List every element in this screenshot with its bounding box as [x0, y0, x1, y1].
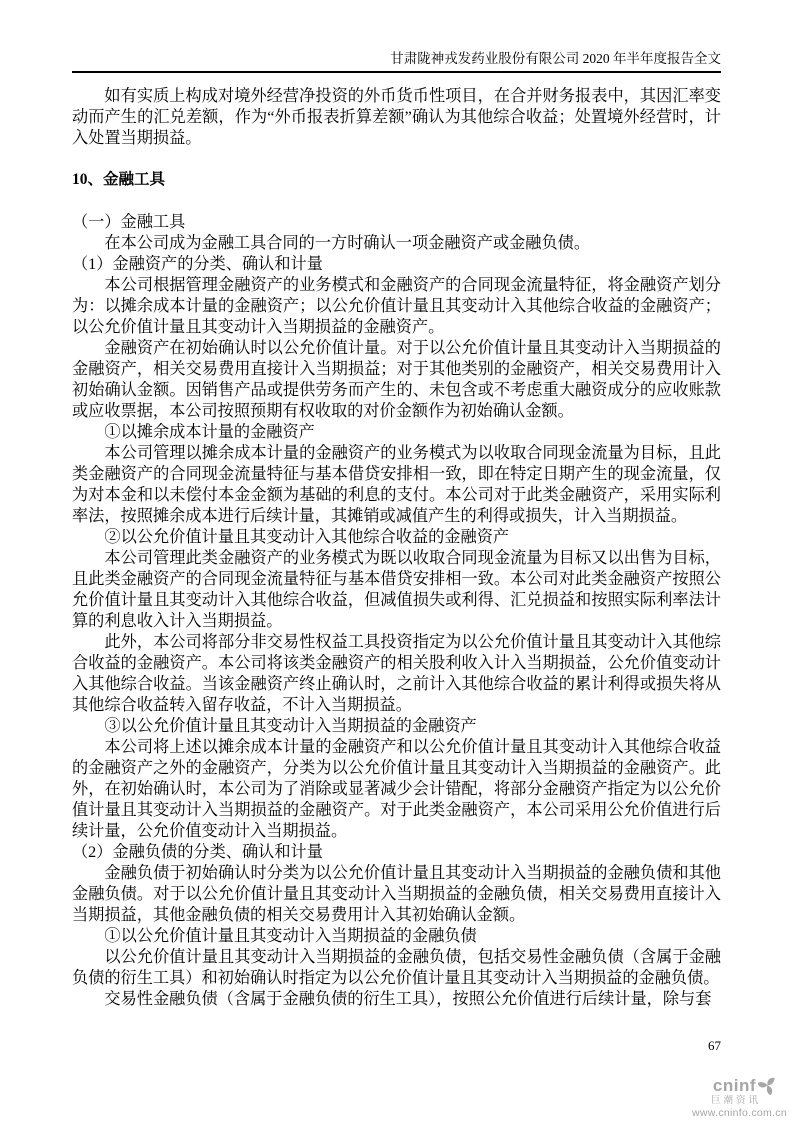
paragraph: 本公司根据管理金融资产的业务模式和金融资产的合同现金流量特征，将金融资产划分为：以摊余成本计量的金融资产；以公允价值计量且其变动计入其他综合收益的金融资产；以公允价值计量且其变动计入当期损益的金融资产。 [72, 276, 721, 336]
paragraph: 如有实质上构成对境外经营净投资的外币货币性项目，在合并财务报表中，其因汇率变动而产生的汇兑差额，作为“外币报表折算差额”确认为其他综合收益；处置境外经营时，计入处置当期损益。 [72, 87, 721, 147]
section-heading: 10、金融工具 [72, 171, 166, 188]
subsection-heading: （1）金融资产的分类、确认和计量 [72, 255, 323, 273]
page-number: 67 [708, 1038, 721, 1053]
cninfo-website: www.cninfo.com.cn [692, 1107, 787, 1119]
cninfo-chinese-name: 巨潮资讯 [710, 1095, 761, 1106]
subsection-heading: （2）金融负债的分类、确认和计量 [72, 843, 323, 861]
report-title: 甘肃陇神戎发药业股份有限公司 2020 年半年度报告全文 [390, 51, 721, 66]
paragraph: 本公司管理此类金融资产的业务模式为既以收取合同现金流量为目标又以出售为目标，且此类金融资产的合同现金流量特征与基本借贷安排相一致。本公司对此类金融资产按照公允价值计量且其变动计入其他综合收益，但减值损失或利得、汇兑损益和按照实际利率法计算的利息收入计入当期损益。 [72, 549, 721, 630]
cninfo-brand-row [692, 1076, 777, 1095]
paragraph: 金融负债于初始确认时分类为以公允价值计量且其变动计入当期损益的金融负债和其他金融负债。对于以公允价值计量且其变动计入当期损益的金融负债，相关交易费用直接计入当期损益，其他金融负债的相关交易费用计入其初始确认金额。 [72, 864, 721, 924]
list-item-heading: ①以摊余成本计量的金融资产 [104, 423, 315, 441]
paragraph: 交易性金融负债（含属于金融负债的衍生工具），按照公允价值进行后续计量，除与套 [104, 990, 712, 1008]
subsection-heading: （一）金融工具 [72, 213, 186, 231]
paragraph: 以公允价值计量且其变动计入当期损益的金融负债，包括交易性金融负债（含属于金融负债的衍生工具）和初始确认时指定为以公允价值计量且其变动计入当期损益的金融负债。 [72, 948, 721, 987]
page-header [72, 50, 721, 73]
document-body [72, 86, 721, 1010]
cninfo-swirl-icon [758, 1076, 777, 1095]
paragraph: 此外，本公司将部分非交易性权益工具投资指定为以公允价值计量且其变动计入其他综合收益的金融资产。本公司将该类金融资产的相关股利收入计入当期损益，公允价值变动计入其他综合收益。当该金融资产终止确认时，之前计入其他综合收益的累计利得或损失将从其他综合收益转入留存收益，不计入当期损益。 [72, 633, 721, 714]
paragraph: 本公司管理以摊余成本计量的金融资产的业务模式为以收取合同现金流量为目标，且此类金融资产的合同现金流量特征与基本借贷安排相一致，即在特定日期产生的现金流量，仅为对本金和以未偿付本金金额为基础的利息的支付。本公司对于此类金融资产，采用实际利率法，按照摊余成本进行后续计量，其摊销或减值产生的利得或损失，计入当期损益。 [72, 444, 721, 525]
list-item-heading: ②以公允价值计量且其变动计入其他综合收益的金融资产 [104, 528, 510, 546]
list-item-heading: ①以公允价值计量且其变动计入当期损益的金融负债 [104, 927, 477, 945]
cninfo-logo [692, 1076, 787, 1119]
paragraph: 金融资产在初始确认时以公允价值计量。对于以公允价值计量且其变动计入当期损益的金融资产，相关交易费用直接计入当期损益；对于其他类别的金融资产，相关交易费用计入初始确认金额。因销售产品或提供劳务而产生的、未包含或不考虑重大融资成分的应收账款或应收票据，本公司按照预期有权收取的对价金额作为初始确认金额。 [72, 339, 721, 420]
cninfo-brand-text: cninf [712, 1075, 756, 1095]
paragraph: 在本公司成为金融工具合同的一方时确认一项金融资产或金融负债。 [104, 234, 591, 252]
list-item-heading: ③以公允价值计量且其变动计入当期损益的金融资产 [104, 717, 477, 735]
paragraph: 本公司将上述以摊余成本计量的金融资产和以公允价值计量且其变动计入其他综合收益的金融资产之外的金融资产，分类为以公允价值计量且其变动计入当期损益的金融资产。此外，在初始确认时，本公司为了消除或显著减少会计错配，将部分金融资产指定为以公允价值计量且其变动计入当期损益的金融资产。对于此类金融资产，本公司采用公允价值进行后续计量，公允价值变动计入当期损益。 [72, 738, 721, 840]
